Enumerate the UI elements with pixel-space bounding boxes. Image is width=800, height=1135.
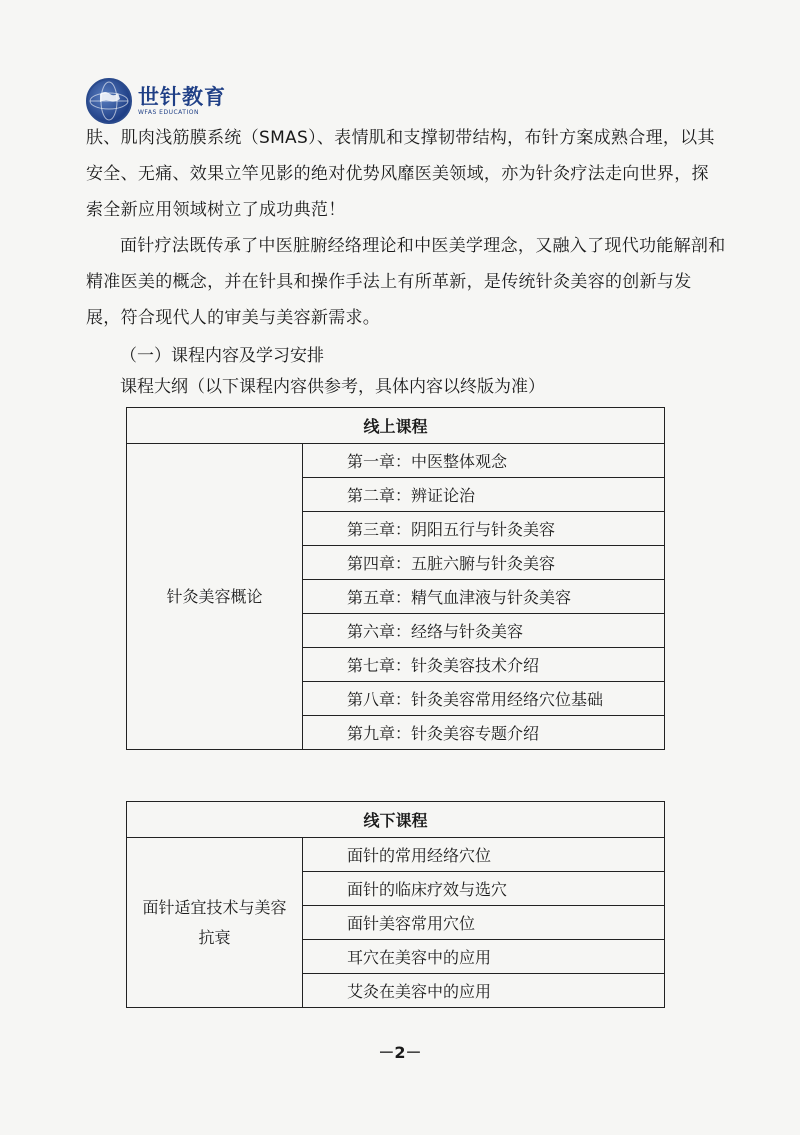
- table-row: 第四章：五脏六腑与针灸美容: [303, 546, 665, 580]
- page-number: －2－: [378, 1043, 422, 1062]
- table-row: 第一章：中医整体观念: [303, 444, 665, 478]
- table-row: 耳穴在美容中的应用: [303, 940, 665, 974]
- header-logo: [86, 78, 226, 124]
- logo-english-text: WFAS EDUCATION: [138, 109, 199, 116]
- table-row: 面针的临床疗效与选穴: [303, 872, 665, 906]
- online-table-title: 线上课程: [127, 408, 665, 444]
- outline-heading: 课程大纲（以下课程内容供参考，具体内容以终版为准）: [120, 377, 545, 397]
- globe-logo-icon: [86, 78, 132, 124]
- table-row: 第七章：针灸美容技术介绍: [303, 648, 665, 682]
- paragraph-1: 肤、肌肉浅筋膜系统（SMAS）、表情肌和支撑韧带结构，布针方案成熟合理，以其安全、无痛、效果立竿见影的绝对优势风靡医美领域，亦为针灸疗法走向世界，探索全新应用领域树立了成功典范！: [86, 128, 715, 220]
- table-row: 第二章：辨证论治: [303, 478, 665, 512]
- table-row: 第五章：精气血津液与针灸美容: [303, 580, 665, 614]
- paragraph-2: 面针疗法既传承了中医脏腑经络理论和中医美学理念，又融入了现代功能解剖和精准医美的概念，并在针具和操作手法上有所革新，是传统针灸美容的创新与发展，符合现代人的审美与美容新需求。: [86, 236, 726, 328]
- table-row: 第三章：阴阳五行与针灸美容: [303, 512, 665, 546]
- table-row: 面针的常用经络穴位: [303, 838, 665, 872]
- offline-category-cell: 面针适宜技术与美容抗衰: [127, 838, 303, 1008]
- table-row: 第六章：经络与针灸美容: [303, 614, 665, 648]
- table-row: 艾灸在美容中的应用: [303, 974, 665, 1008]
- section-heading: （一）课程内容及学习安排: [120, 346, 324, 366]
- online-course-table: [126, 407, 665, 750]
- table-row: 第八章：针灸美容常用经络穴位基础: [303, 682, 665, 716]
- table-row: 第九章：针灸美容专题介绍: [303, 716, 665, 750]
- online-category-cell: 针灸美容概论: [127, 444, 303, 750]
- offline-table-title: 线下课程: [127, 802, 665, 838]
- logo-chinese-text: 世针教育: [138, 84, 226, 109]
- offline-course-table: [126, 801, 665, 1008]
- table-row: 面针美容常用穴位: [303, 906, 665, 940]
